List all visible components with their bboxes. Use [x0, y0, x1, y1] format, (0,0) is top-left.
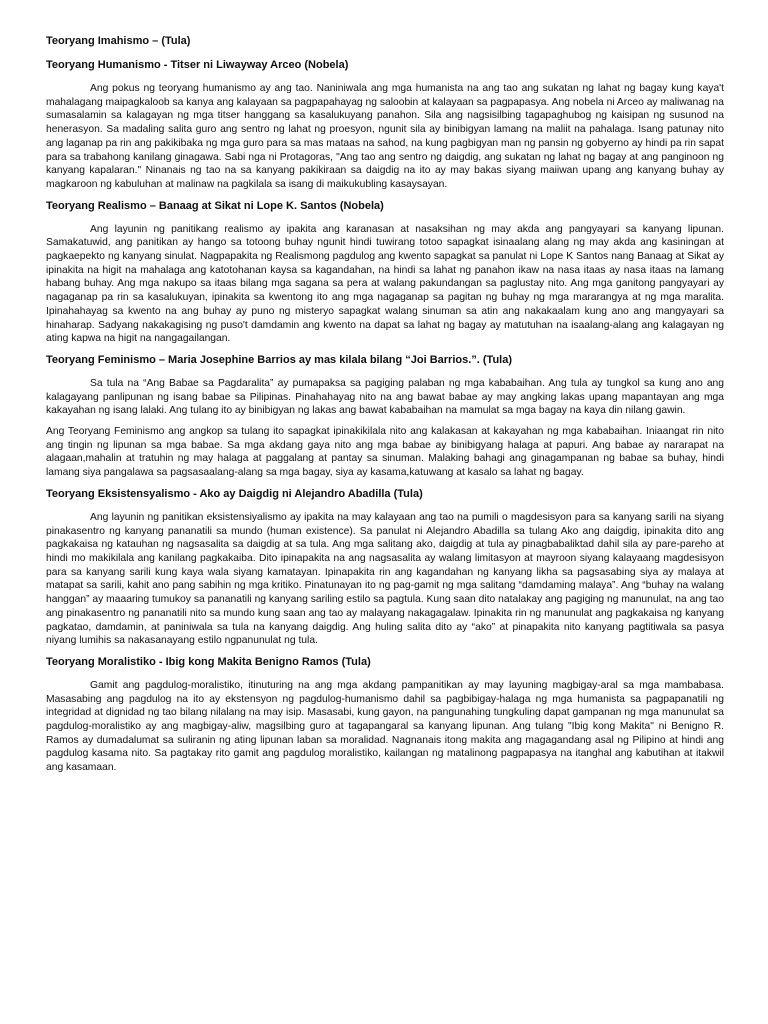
heading-eksistensyalismo: Teoryang Eksistensyalismo - Ako ay Daigdig ni Alejandro Abadilla (Tula) [46, 487, 423, 500]
paragraph-humanismo: Ang pokus ng teoryang humanismo ay ang tao. Naniniwala ang mga humanista na ang tao ang sukatan ng lahat ng bagay kung kaya't mahalagang maipagkaloob sa kanya ang kalayaan sa pagpapahayag ng saloobin at kalayaan sa pagpapasya. Ang nobela ni Arceo ay maliwanag na sumasalamin sa kalagayan ng mga titser hanggang sa kasalukuyang panahon. Sila ang nagsisilbing tagapaghubog ng kaisipan ng susunod na henerasyon. Sa madaling salita guro ang sentro ng lahat ng proesyon, ngunit sila ay binibigyan lamang na maliit na pahalaga. Isang patunay nito ang laganap pa rin ang pakikibaka ng mga guro para sa mas mataas na sahod, na kung pagbigyan man ng pansin ng gobyerno ay hindi pa rin sapat para sa trabahong kanilang ginagawa. Sabi nga ni Protagoras, "Ang tao ang sentro ng daigdig, ang sukatan ng lahat ng bagay at ang panginoon ng kanyang kapalaran." Ninanais ng tao na sa kanyang pakikiraan sa daigdig na ito ay may bakas siyang maiiwan upang ang kanyang buhay ay magkaroon ng kabuluhan at malinaw na pagkilala sa isang di maikukubling kasaysayan. [46, 83, 724, 190]
paragraph-eksistensyalismo: Ang layunin ng panitikan eksistensiyalismo ay ipakita na may kalayaan ang tao na pumili o magdesisyon para sa kanyang sarili na siyang pinakasentro ng kanyang pananatili sa mundo (human existence). Sa panulat ni Alejandro Abadilla sa tulang Ako ang daigdig, ipinakita dito ang pagkakaisa ng katauhan ng nagsasalita sa daigdig at sa tula. Ang mga salitang ako, daigdig at tula ay pinagbabaliktad dahil sila ay pare-pareho at hindi mo makikilala ang kanilang pagkakaiba. Dito ipinapakita na ang nagsasalita ay walang limitasyon at mayroon siyang kalayaang magdesisyon para sa kanyang sarili kung kaya wala siyang kamatayan. Ipinapakita rin ang kagandahan ng kanyang likha sa pagsasabing siya ay malaya at matapat sa sarili, kahit ano pang sabihin ng mga kritiko. Pinatunayan ito ng pag-gamit ng mga salitang “damdaming malaya”. Ang “buhay na walang hanggan” ay maaaring tumukoy sa pananatili ng kanyang sariling estilo sa pagtula. Kung saan dito natalakay ang pagiging ng manunulat, na ang tao ang pinakasentro ng pananatili nito sa mundo kung saan ang tao ay malayang nakagagalaw. Ipinakita rin ng manunulat ang pagkakaisa ng kanyang pagkatao, damdamin, at paniniwala sa tula na kanyang daigdig. Ang huling salita dito ay “ako” at pinapakita nito kanyang pagtitiwala sa pasya niyang lumihis sa nakasanayang estilo ngpanunulat ng tula. [46, 511, 724, 647]
heading-realismo: Teoryang Realismo – Banaag at Sikat ni Lope K. Santos (Nobela) [46, 199, 384, 212]
paragraph-feminismo-2: Ang Teoryang Feminismo ang angkop sa tulang ito sapagkat ipinakikilala nito ang kalakasan at kakayahan ng mga kababaihan. Iniaangat rin nito ang tingin ng lipunan sa mga babae. Sa mga akdang gaya nito ang mga babae ay binibigyang halaga at papuri. Ang babae ay nararapat na alagaan,mahalin at tratuhin ng may halaga at paggalang at pantay sa sinuman. Malaking bahagi ang ginagampanan ng babae sa buhay, hindi lamang siya pangalawa sa pagsasaalang-alang sa mga bagay, siya ay kasama,katuwang at kasalo sa lahat ng bagay. [46, 426, 724, 479]
heading-moralistiko: Teoryang Moralistiko - Ibig kong Makita Benigno Ramos (Tula) [46, 655, 371, 668]
paragraph-feminismo-1: Sa tula na “Ang Babae sa Pagdaralita” ay pumapaksa sa pagiging palaban ng mga kababaihan. Ang tula ay tungkol sa kung ano ang kalagayang panlipunan ng isang babae sa Pilipinas. Pinahahayag nito na ang bawat babae ay may angking lakas upang mapantayan ang mga kakayahan ng isang lalaki. Ang tulang ito ay binibigyan ng lakas ang bawat kababaihan na mamulat sa mga bagay na kaya din nilang gawin. [46, 377, 724, 417]
paragraph-realismo: Ang layunin ng panitikang realismo ay ipakita ang karanasan at nasaksihan ng may akda ang pangyayari sa kanyang lipunan. Samakatuwid, ang panitikan ay hango sa totoong buhay ngunit hindi tuwirang totoo sapagkat isinaalang alang ng may akda ang kasiningan at pagkaepekto ng kanyang sinulat. Nagpapakita ng Realismong pagdulog ang kwento sapagkat sa panulat ni Lope K Santos nang Banaag at Sikat ay ipinakita na higit na mahalaga ang katotohanan kaysa sa kagandahan, na hindi sa lahat ng panahon ikaw na nasa itaas ay nasa itaas na lamang habang buhay. Ang mga nakupo sa itaas bilang mga sagana sa pera at walang pakundangan sa paglustay nito. Ang mga ganitong pangyayari ay nagaganap pa rin sa kasalukuyan, ipinakita sa kwentong ito ang mga nagaganap sa pagitan ng buhay ng mga mararangya at ng mga maralita. Ipinahahayag sa kwento na ang buhay ay puno ng misteryo sapagkat walang sinuman sa atin ang nakakaalam kung ano ang mangyayari sa hinaharap. Sadyang nakakagising ng puso't damdamin ang kwento na dapat sa lahat ng bagay ay matutuhan na isaalang-alang ang kalagayan ng ating kapwa na higit na nangagailangan. [46, 223, 724, 345]
heading-imahismo: Teoryang Imahismo – (Tula) [46, 35, 191, 47]
heading-humanismo: Teoryang Humanismo - Titser ni Liwayway Arceo (Nobela) [46, 59, 349, 71]
paragraph-moralistiko: Gamit ang pagdulog-moralistiko, itinuturing na ang mga akdang pampanitikan ay may layuning magbigay-aral sa mga mambabasa. Masasabing ang pagdulog na ito ay ekstensyon ng pagdulog-humanismo dahil sa pagbibigay-halaga ng mga humanista sa pagpapanatili ng integridad at dignidad ng tao bilang nilalang na may isip. Masasabi, kung gayon, na pangunahing tungkuling dapat gampanan ng mga manunulat sa pagdulog-moralistiko ay ang magbigay-aliw, magsilbing guro at tagapangaral sa kanyang lipunan. Ang tulang "Ibig kong Makita" ni Benigno R. Ramos ay dumadalumat sa suliranin ng ating lipunan laban sa moralidad. Nagnanais itong makita ang magagandang asal ng Pilipino at hindi ang pagdulog kasama nito. Sa pagtakay rito gamit ang pagdulog moralistiko, kailangan ng matalinong pagpapasya na itanghal ang kabutihan at itakwil ang kasamaan. [46, 679, 724, 774]
heading-feminismo: Teoryang Feminismo – Maria Josephine Barrios ay mas kilala bilang “Joi Barrios.”. (Tula) [46, 353, 513, 366]
